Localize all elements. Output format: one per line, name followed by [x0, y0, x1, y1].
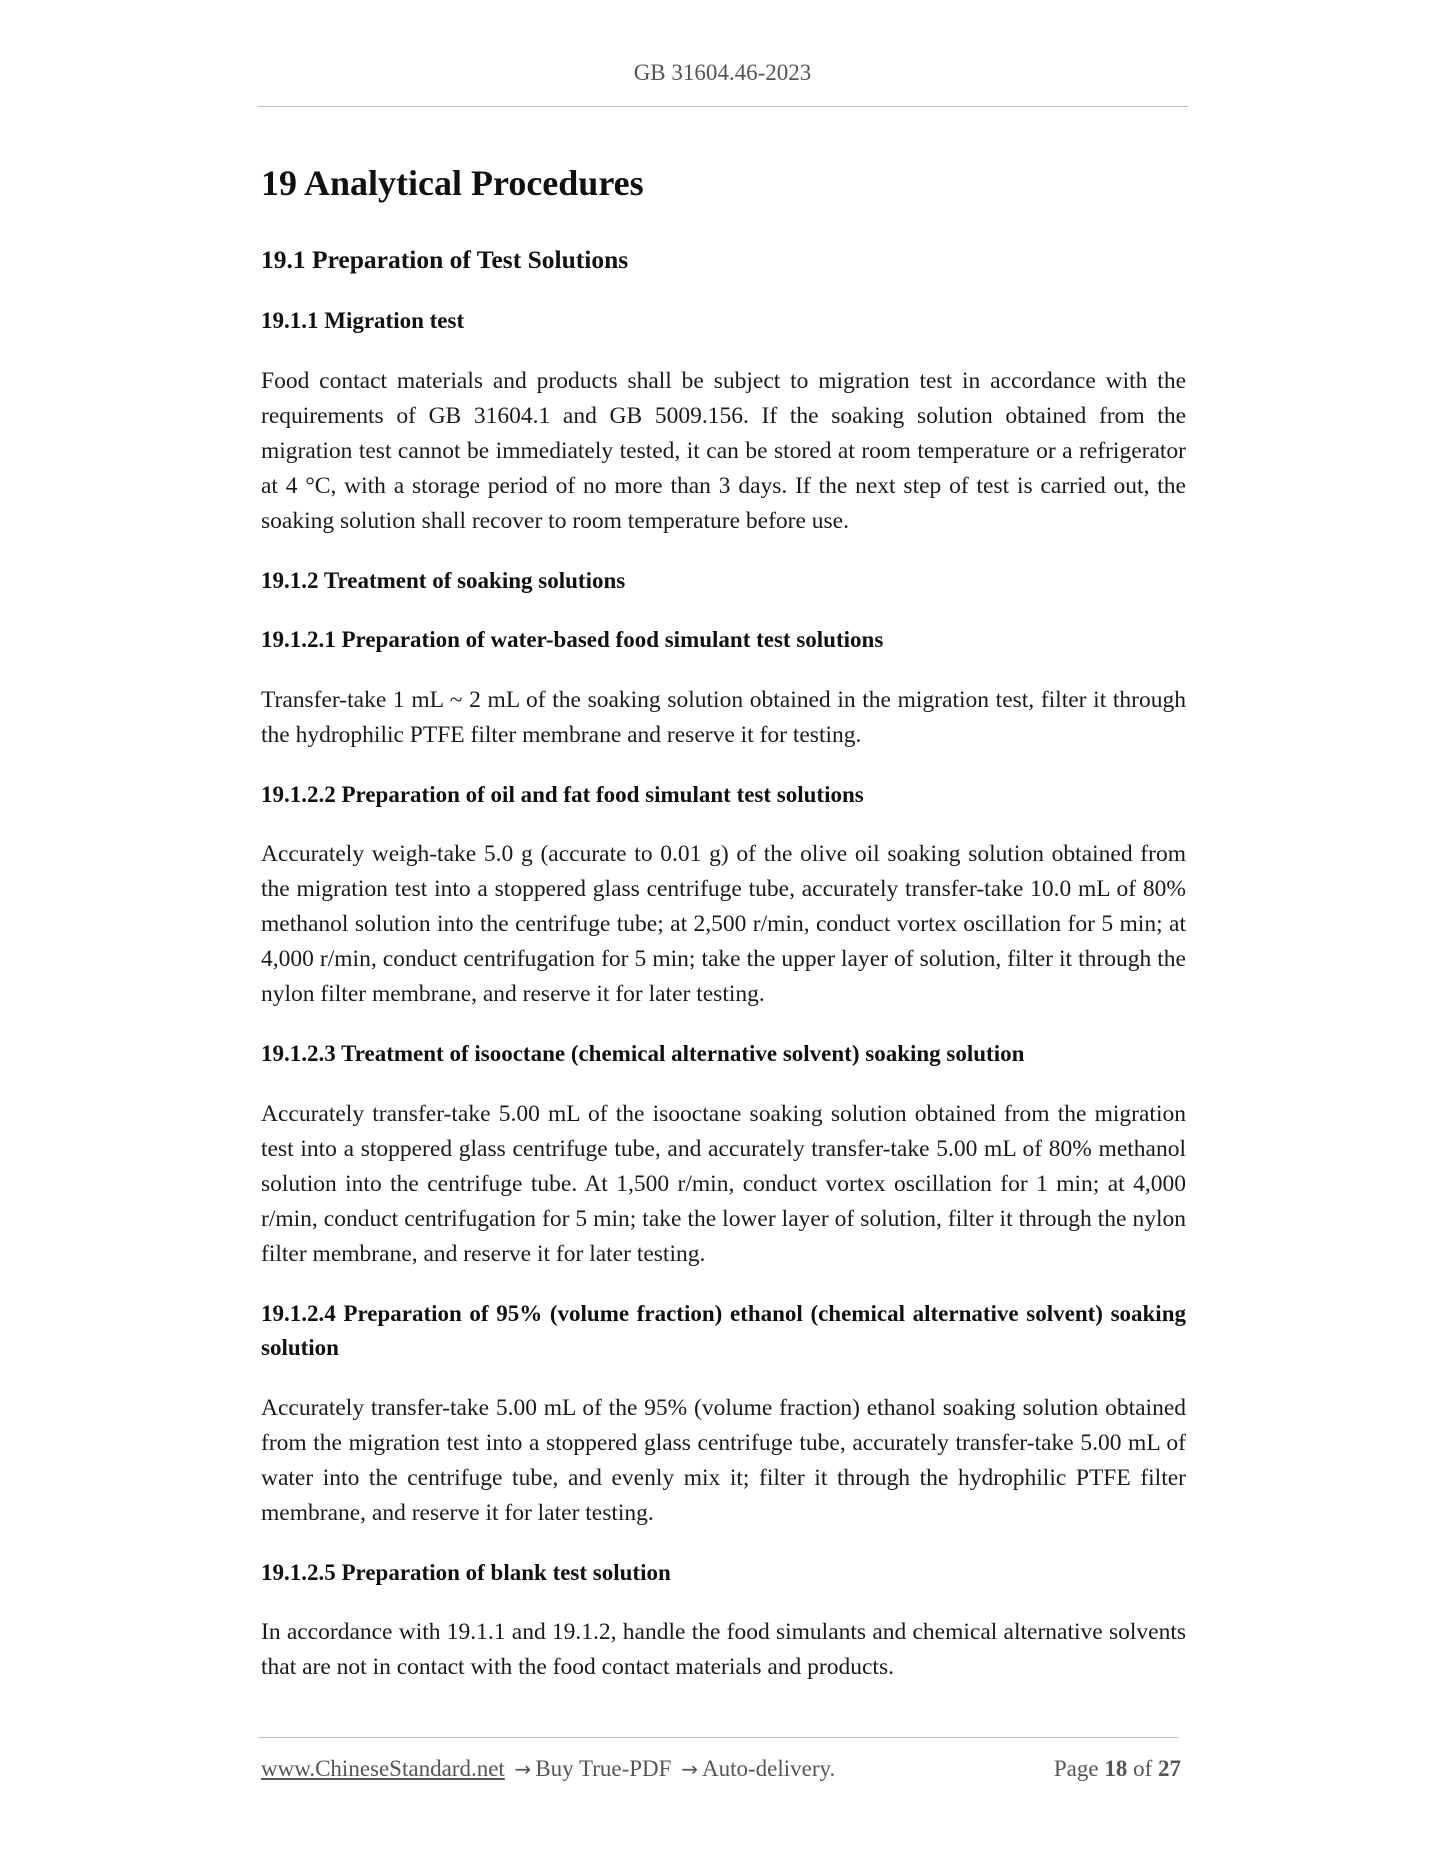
subsection-title: 19.1 Preparation of Test Solutions: [261, 245, 629, 275]
heading-blank: 19.1.2.5 Preparation of blank test solution: [261, 1559, 671, 1585]
para-isooctane: Accurately transfer-take 5.00 mL of the isooctane soaking solution obtained from the migration test into a stoppered glass centrifuge tube, and accurately transfer-take 5.00 mL of 80% methanol solution into the centrifuge tube. At 1,500 r/min, conduct vortex oscillation for 1 min; at 4,000 r/min, conduct centrifugation for 5 min; take the lower layer of solution, filter it through the nylon filter membrane, and reserve it for later testing.: [261, 1100, 1186, 1267]
para-oil-fat: Accurately weigh-take 5.0 g (accurate to 0.01 g) of the olive oil soaking solution obtained from the migration test into a stoppered glass centrifuge tube, accurately transfer-take 10.0 mL of 80% methanol solution into the centrifuge tube; at 2,500 r/min, conduct vortex oscillation for 5 min; at 4,000 r/min, conduct centrifugation for 5 min; take the upper layer of solution, filter it through the nylon filter membrane, and reserve it for later testing.: [261, 841, 1186, 1008]
heading-isooctane: 19.1.2.3 Treatment of isooctane (chemical alternative solvent) soaking solution: [261, 1041, 1025, 1067]
page-label: Page: [1053, 1756, 1099, 1781]
heading-ethanol: 19.1.2.4 Preparation of 95% (volume fraction) ethanol (chemical alternative solvent) soaking solution: [261, 1300, 1186, 1361]
site-link[interactable]: www.ChineseStandard.net: [261, 1756, 505, 1781]
heading-water-based: 19.1.2.1 Preparation of water-based food simulant test solutions: [261, 627, 884, 653]
header-divider: [258, 106, 1188, 107]
heading-treatment-soaking: 19.1.2 Treatment of soaking solutions: [261, 567, 626, 593]
total-pages: 27: [1158, 1756, 1181, 1781]
para-water-based: Transfer-take 1 mL ~ 2 mL of the soaking solution obtained in the migration test, filter it through the hydrophilic PTFE filter membrane and reserve it for testing.: [261, 686, 1186, 748]
footer-links: [261, 1756, 835, 1782]
para-blank: In accordance with 19.1.1 and 19.1.2, handle the food simulants and chemical alternative solvents that are not in contact with the food contact materials and products.: [261, 1619, 1186, 1681]
page-content: [261, 150, 1186, 1710]
footer: [261, 1756, 1181, 1790]
of-label: of: [1133, 1756, 1153, 1781]
para-ethanol: Accurately transfer-take 5.00 mL of the 95% (volume fraction) ethanol soaking solution obtained from the migration test into a stoppered glass centrifuge tube, accurately transfer-take 5.00 mL of water into the centrifuge tube, and evenly mix it; filter it through the hydrophilic PTFE filter membrane, and reserve it for later testing.: [261, 1394, 1186, 1526]
heading-migration-test: 19.1.1 Migration test: [261, 308, 465, 334]
page-number: [1054, 1756, 1181, 1782]
current-page: 18: [1104, 1756, 1128, 1781]
arrow-right-icon: →: [514, 1757, 532, 1781]
header-doc-id: GB 31604.46-2023: [633, 60, 812, 85]
arrow-right-icon: →: [681, 1757, 698, 1781]
footer-divider: [258, 1737, 1178, 1738]
delivery-text: Auto-delivery.: [701, 1756, 836, 1781]
buy-text: Buy True-PDF: [535, 1756, 672, 1781]
section-title: 19 Analytical Procedures: [261, 163, 644, 203]
para-migration-test: Food contact materials and products shall be subject to migration test in accordance with the requirements of GB 31604.1 and GB 5009.156. If the soaking solution obtained from the migration test cannot be immediately tested, it can be stored at room temperature or a refrigerator at 4 °C, with a storage period of no more than 3 days. If the next step of test is carried out, the soaking solution shall recover to room temperature before use.: [261, 367, 1186, 534]
heading-oil-fat: 19.1.2.2 Preparation of oil and fat food simulant test solutions: [261, 781, 864, 807]
